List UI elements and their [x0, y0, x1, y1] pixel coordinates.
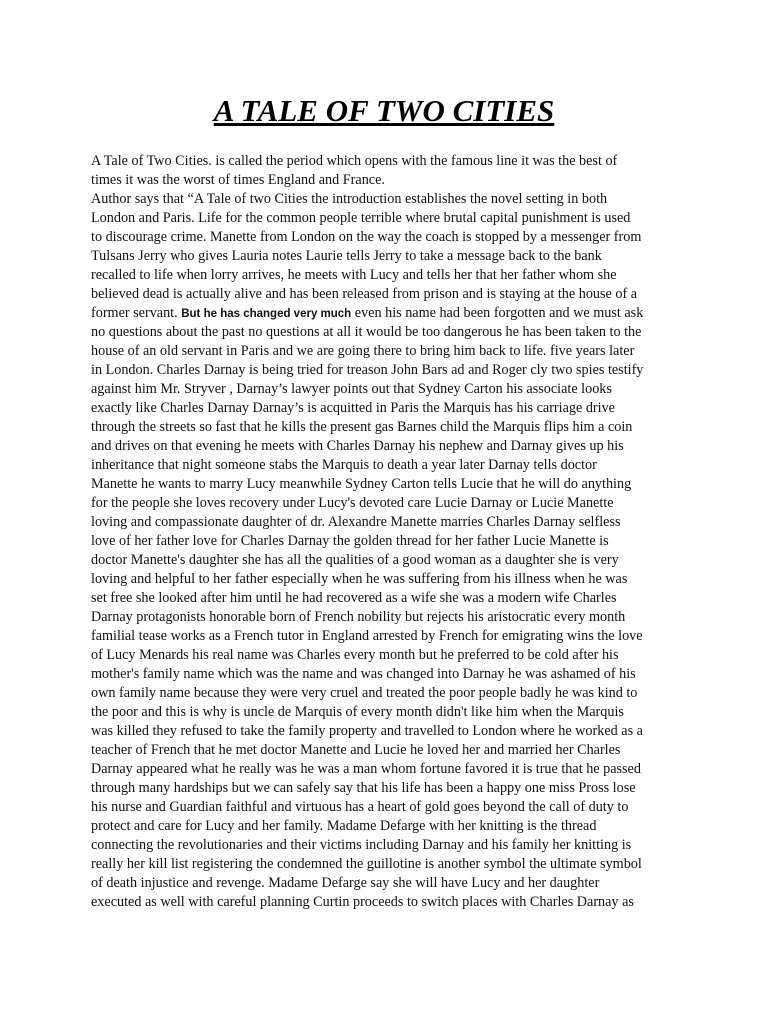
text-line: loving and compassionate daughter of dr. Alexandre Manette marries Charles Darnay selfless — [91, 514, 621, 530]
text-lines — [91, 323, 676, 912]
text-line: for the people she loves recovery under Lucy's devoted care Lucie Darnay or Lucie Manette — [91, 495, 614, 511]
text-line: set free she looked after him until he had recovered as a wife she was a modern wife Charles — [91, 590, 617, 606]
text-line: his nurse and Guardian faithful and virtuous has a heart of gold goes beyond the call of duty to — [91, 799, 629, 815]
text-line: to discourage crime. Manette from London on the way the coach is stopped by a messenger from — [91, 229, 642, 245]
text-line: doctor Manette's daughter she has all the qualities of a good woman as a daughter she is very — [91, 552, 619, 568]
body-text — [91, 152, 676, 912]
text-line: the poor and this is why is uncle de Marquis of every month didn't like him when the Marquis — [91, 704, 624, 720]
page-title: A TALE OF TWO CITIES — [213, 93, 555, 128]
text-line: of Lucy Menards his real name was Charles every month but he preferred to be cold after his — [91, 647, 619, 663]
text-line: exactly like Charles Darnay Darnay’s is acquitted in Paris the Marquis has his carriage drive — [91, 400, 615, 416]
text-segment: former servant. — [91, 305, 178, 321]
text-line: protect and care for Lucy and her family. Madame Defarge with her knitting is the thread — [91, 818, 597, 834]
text-line: connecting the revolutionaries and their victims including Darnay and his family her knitting is — [91, 837, 632, 853]
text-line: against him Mr. Stryver , Darnay’s lawyer points out that Sydney Carton his associate looks — [91, 381, 612, 397]
text-line: Darnay appeared what he really was he was a man whom fortune favored it is true that he passed — [91, 761, 641, 777]
text-line: loving and helpful to her father especially when he was suffering from his illness when he was — [91, 571, 628, 587]
text-line: in London. Charles Darnay is being tried for treason John Bars ad and Roger cly two spies testify — [91, 362, 644, 378]
text-line: teacher of French that he met doctor Manette and Lucie he loved her and married her Charles — [91, 742, 621, 758]
text-line: Manette he wants to marry Lucy meanwhile Sydney Carton tells Lucie that he will do anything — [91, 476, 632, 492]
text-line: house of an old servant in Paris and we are going there to bring him back to life. five years later — [91, 343, 635, 359]
text-line: through many hardships but we can safely say that his life has been a happy one miss Pross lose — [91, 780, 636, 796]
text-line: Darnay protagonists honorable born of French nobility but rejects his aristocratic every month — [91, 609, 626, 625]
text-line: mother's family name which was the name and was changed into Darnay he was ashamed of his — [91, 666, 636, 682]
text-line: London and Paris. Life for the common people terrible where brutal capital punishment is used — [91, 210, 631, 226]
bold-phrase: But he has changed very much — [181, 308, 352, 320]
text-line: of death injustice and revenge. Madame Defarge say she will have Lucy and her daughter — [91, 875, 600, 891]
text-line: through the streets so fast that he kills the present gas Barnes child the Marquis flips him a coin — [91, 419, 633, 435]
text-line: believed dead is actually alive and has been released from prison and is staying at the house of a — [91, 286, 638, 302]
text-line: Author says that “A Tale of two Cities the introduction establishes the novel setting in both — [91, 191, 608, 207]
text-line: love of her father love for Charles Darnay the golden thread for her father Lucie Manette is — [91, 533, 609, 549]
text-line: own family name because they were very cruel and treated the poor people badly he was kind to — [91, 685, 638, 701]
text-line: no questions about the past no questions at all it would be too dangerous he has been taken to the — [91, 324, 642, 340]
text-line: was killed they refused to take the family property and travelled to London where he worked as a — [91, 723, 643, 739]
text-line: inheritance that night someone stabs the Marquis to death a year later Darnay tells doctor — [91, 457, 597, 473]
text-line: and drives on that evening he meets with Charles Darnay his nephew and Darnay gives up his — [91, 438, 624, 454]
text-line: really her kill list registering the condemned the guillotine is another symbol the ultimate symbol — [91, 856, 642, 872]
text-line: times it was the worst of times England and France. — [91, 172, 385, 188]
text-line: familial tease works as a French tutor in England arrested by French for emigrating wins the love — [91, 628, 643, 644]
text-segment: even his name had been forgotten and we must ask — [351, 305, 644, 321]
text-line: executed as well with careful planning Curtin proceeds to switch places with Charles Darnay as — [91, 894, 634, 910]
text-line: A Tale of Two Cities. is called the period which opens with the famous line it was the best of — [91, 153, 618, 169]
text-line-with-bold — [91, 304, 676, 323]
text-line: Tulsans Jerry who gives Lauria notes Laurie tells Jerry to take a message back to the bank — [91, 248, 602, 264]
text-line: recalled to life when lorry arrives, he meets with Lucy and tells her that her father whom she — [91, 267, 617, 283]
